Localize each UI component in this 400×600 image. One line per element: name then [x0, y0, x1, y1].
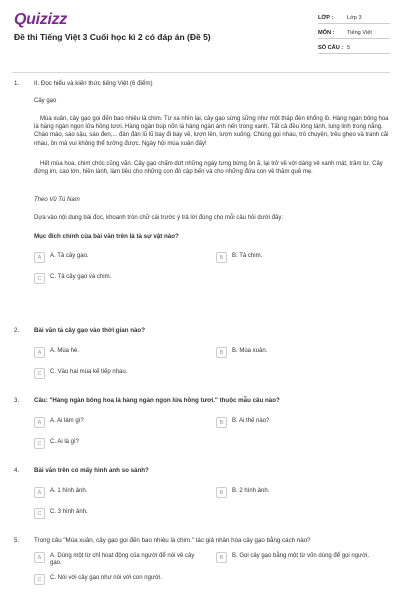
option-letter: C — [34, 368, 45, 379]
option-letter: B — [216, 252, 227, 263]
meta-row-class — [318, 12, 390, 24]
option-a[interactable] — [34, 487, 87, 498]
option-c[interactable] — [34, 273, 111, 284]
meta-key: LỚP : — [318, 14, 334, 21]
meta-key: MÔN : — [318, 29, 335, 36]
option-text: A. 1 hình ảnh. — [50, 488, 88, 494]
question-number: 3. — [14, 397, 20, 404]
question-number: 4. — [14, 467, 20, 474]
story-paragraph-1: Mùa xuân, cây gạo gọi đến bao nhiêu là chim. Từ xa nhìn lại, cây gạo sừng sững như một tháp đèn khổng lồ. Hàng ngàn bông hoa là hàng ngàn ngọn lửa hồng tươi. Hàng ngàn búp nõn là hàng ngàn ánh nến trong xanh. Tất cả đều lóng lánh, lung linh trong nắng. Chào mào, sáo sậu, sáo đen,... đàn đàn lũ lũ bay đi bay về, lượn lên, lượn xuống. Chúng gọi nhau, trò chuyện, trêu ghẹo và tranh cãi nhau, ồn mà vui không thể tưởng được. Ngày hội mùa xuân đấy! — [34, 116, 389, 147]
option-text: B. Ai thế nào? — [232, 418, 270, 424]
option-text: C. Tả cây gạo và chim. — [50, 274, 112, 280]
option-text: C. Nói với cây gạo như nói với con người. — [50, 575, 162, 581]
meta-row-count — [318, 42, 390, 54]
option-b[interactable] — [216, 347, 267, 358]
question-number: 5. — [14, 537, 20, 544]
option-letter: B — [216, 347, 227, 358]
option-a[interactable] — [34, 347, 79, 358]
option-b[interactable] — [216, 487, 269, 498]
option-c[interactable] — [34, 508, 88, 519]
question-number: 1. — [14, 80, 20, 87]
meta-key: SỐ CÂU : — [318, 44, 344, 51]
option-letter: C — [34, 574, 45, 585]
option-text: A. Mùa hè. — [50, 348, 80, 354]
quizizz-logo: Quizizz — [14, 11, 68, 28]
meta-value: Lớp 3 — [347, 14, 362, 21]
option-letter: A — [34, 487, 45, 498]
option-text: A. Tả cây gạo. — [50, 253, 89, 259]
exam-title: Đề thi Tiếng Việt 3 Cuối học kì 2 có đáp án (Đề 5) — [14, 32, 211, 42]
meta-value: 5 — [347, 44, 351, 51]
question-text: Bài văn tả cây gạo vào thời gian nào? — [34, 327, 145, 334]
option-a[interactable] — [34, 417, 84, 428]
option-c[interactable] — [34, 438, 79, 449]
option-a[interactable] — [34, 252, 89, 263]
option-text: B. Gọi cây gạo bằng một từ vốn dùng để gọi người. — [232, 553, 370, 559]
option-text: B. 2 hình ảnh. — [232, 488, 270, 494]
meta-row-subject — [318, 27, 390, 39]
story-title: Cây gạo — [34, 98, 57, 104]
option-c[interactable] — [34, 574, 162, 585]
meta-box — [318, 12, 390, 57]
question-text: Câu: "Hàng ngàn bông hoa là hàng ngàn ngọn lửa hồng tươi." thuộc mẫu câu nào? — [34, 397, 280, 404]
option-text: C. Ai là gì? — [50, 439, 80, 445]
section-heading: II. Đọc hiểu và kiến thức tiếng Việt (6 điểm) — [34, 80, 153, 87]
option-text: B. Mùa xuân. — [232, 348, 268, 354]
worksheet-header — [0, 0, 400, 72]
option-letter: A — [34, 347, 45, 358]
story-paragraph-2: Hết mùa hoa, chim chóc cũng vãn. Cây gạo chấm dứt những ngày tưng bừng ồn ã, lại trở về với dáng vẻ xanh mát, trầm tư. Cây đứng im, cao lớn, hiền lành, làm tiêu cho những con đò cập bến và cho những đứa con về thăm quê mẹ. — [34, 161, 383, 176]
option-letter: A — [34, 252, 45, 263]
option-a[interactable] — [34, 552, 206, 567]
question-text: Bài văn trên có mấy hình ảnh so sánh? — [34, 467, 149, 474]
instruction: Dựa vào nội dung bài đọc, khoanh tròn chữ cái trước ý trả lời đúng cho mỗi câu hỏi dưới đây: — [34, 215, 283, 221]
option-b[interactable] — [216, 552, 394, 563]
question-text: Trong câu "Mùa xuân, cây gạo gọi đến bao nhiêu là chim." tác giả nhân hóa cây gạo bằng cách nào? — [34, 537, 311, 544]
option-text: A. Dùng một từ chỉ hoạt động của người để nói về cây gạo. — [50, 553, 195, 566]
option-b[interactable] — [216, 417, 269, 428]
meta-value: Tiếng Việt — [347, 29, 372, 36]
question-text: Mục đích chính của bài văn trên là tả sự vật nào? — [34, 233, 179, 240]
option-letter: B — [216, 417, 227, 428]
option-b[interactable] — [216, 252, 262, 263]
option-letter: A — [34, 417, 45, 428]
story-author: Theo Vũ Tú Nam — [34, 197, 80, 203]
option-letter: A — [34, 552, 45, 563]
option-text: C. 3 hình ảnh. — [50, 509, 88, 515]
header-divider — [12, 72, 390, 73]
option-text: C. Vào hai mùa kế tiếp nhau. — [50, 369, 128, 375]
option-text: A. Ai làm gì? — [50, 418, 84, 424]
option-letter: B — [216, 552, 227, 563]
option-letter: C — [34, 273, 45, 284]
question-number: 2. — [14, 327, 20, 334]
option-letter: C — [34, 438, 45, 449]
option-text: B. Tả chim. — [232, 253, 263, 259]
option-letter: C — [34, 508, 45, 519]
option-letter: B — [216, 487, 227, 498]
option-c[interactable] — [34, 368, 127, 379]
